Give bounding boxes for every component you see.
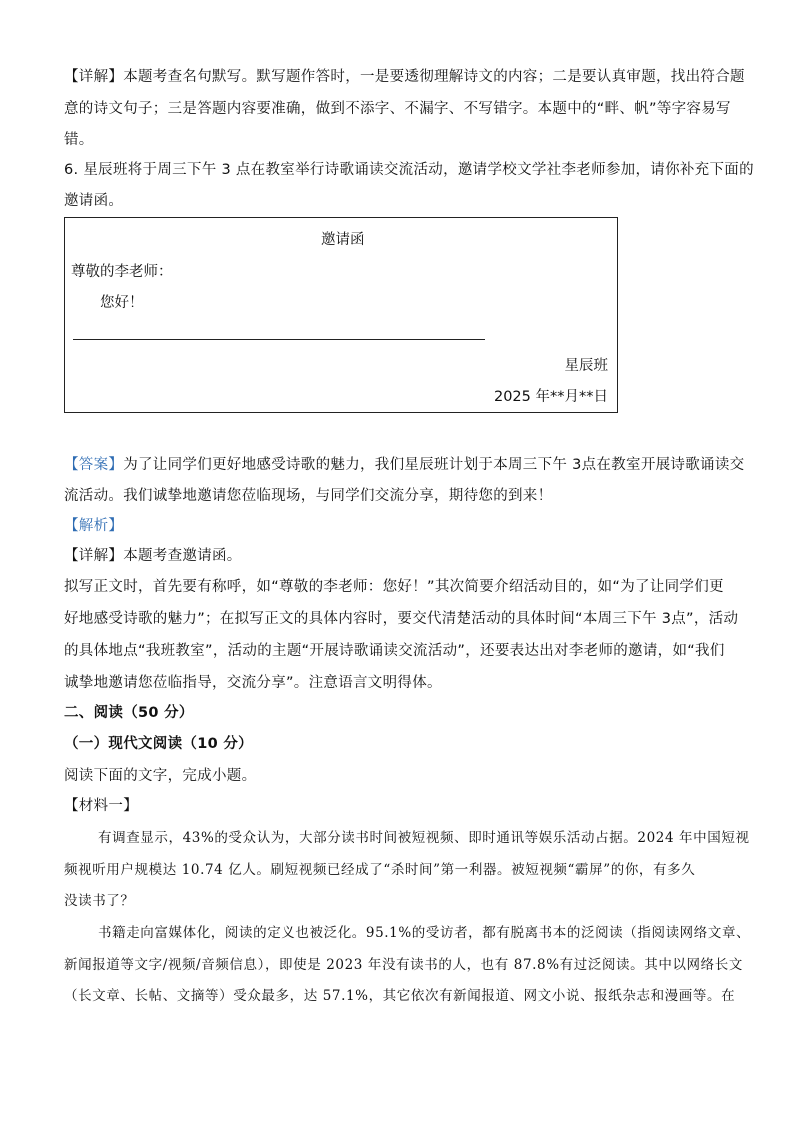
invitation-box xyxy=(64,217,618,413)
invitation-salutation: 尊敬的李老师： xyxy=(71,264,173,280)
invitation-date: 2025 年**月**日 xyxy=(493,389,608,405)
detail2-line-5: 诚挚地邀请您莅临指导，交流分享”。注意语言文明得体。 xyxy=(64,675,442,691)
detail2-text: 本题考查邀请函。 xyxy=(123,548,242,564)
material-p2-line-2: 新闻报道等文字/视频/音频信息），即使是 2023 年没有读书的人，也有 87.8%有过泛阅读。其中以网络长文 xyxy=(64,957,743,973)
material-p2-line-3: （长文章、长帖、文摘等）受众最多，达 57.1%，其它依次有新闻报道、网文小说、报纸杂志和漫画等。在 xyxy=(64,988,736,1004)
material-p2-line-1: 书籍走向富媒体化，阅读的定义也被泛化。95.1%的受访者，都有脱离书本的泛阅读（指阅读网络文章、 xyxy=(98,925,751,941)
detail2-line-3: 好地感受诗歌的魅力”；在拟写正文的具体内容时，要交代清楚活动的具体时间“本周三下午 3点”，活动 xyxy=(64,611,739,627)
detail2-tag: 【详解】 xyxy=(64,548,124,564)
detail-paragraph-line-3: 错。 xyxy=(64,132,94,148)
detail2-line-1 xyxy=(64,547,242,565)
detail-text: 本题考查名句默写。默写题作答时，一是要透彻理解诗文的内容；二是要认真审题，找出符合题 xyxy=(123,69,745,85)
section-heading: 二、阅读（50 分） xyxy=(64,705,194,721)
detail-tag: 【详解】 xyxy=(64,69,124,85)
answer-line-1 xyxy=(64,456,744,474)
material-p1-line-2: 频视听用户规模达 10.74 亿人。刷短视频已经成了“杀时间”第一利器。被短视频“霸屏”的你，有多久 xyxy=(64,862,696,878)
detail-paragraph-line-1 xyxy=(64,68,745,86)
analysis-tag: 【解析】 xyxy=(64,518,124,534)
question-6-line-2: 邀请函。 xyxy=(64,193,124,209)
material-p1-line-1: 有调查显示，43%的受众认为，大部分读书时间被短视频、即时通讯等娱乐活动占据。2024 年中国短视 xyxy=(98,830,750,846)
answer-tag: 【答案】 xyxy=(64,457,124,473)
invitation-signature: 星辰班 xyxy=(564,358,608,374)
material-p1-line-3: 没读书了？ xyxy=(64,893,135,909)
detail-paragraph-line-2: 意的诗文句子；三是答题内容要准确，做到不添字、不漏字、不写错字。本题中的“畔、帆”等字容易写 xyxy=(64,101,731,117)
material-label: 【材料一】 xyxy=(64,798,138,814)
invitation-title: 邀请函 xyxy=(321,232,365,248)
section-subheading: （一）现代文阅读（10 分） xyxy=(64,736,253,752)
answer-text: 为了让同学们更好地感受诗歌的魅力，我们星辰班计划于本周三下午 3点在教室开展诗歌诵读交 xyxy=(123,457,745,473)
answer-line-2: 流活动。我们诚挚地邀请您莅临现场，与同学们交流分享，期待您的到来！ xyxy=(64,488,553,504)
question-6-line-1: 6. 星辰班将于周三下午 3 点在教室举行诗歌诵读交流活动，邀请学校文学社李老师参加，请你补充下面的 xyxy=(64,162,754,178)
invitation-greeting: 您好！ xyxy=(100,295,144,311)
detail2-line-2: 拟写正文时，首先要有称呼，如“尊敬的李老师：您好！”其次简要介绍活动目的，如“为了让同学们更 xyxy=(64,579,724,595)
detail2-line-4: 的具体地点“我班教室”，活动的主题“开展诗歌诵读交流活动”，还要表达出对李老师的邀请，如“我们 xyxy=(64,643,725,659)
reading-instruction: 阅读下面的文字，完成小题。 xyxy=(64,768,257,784)
answer-blank-line[interactable] xyxy=(73,339,485,340)
